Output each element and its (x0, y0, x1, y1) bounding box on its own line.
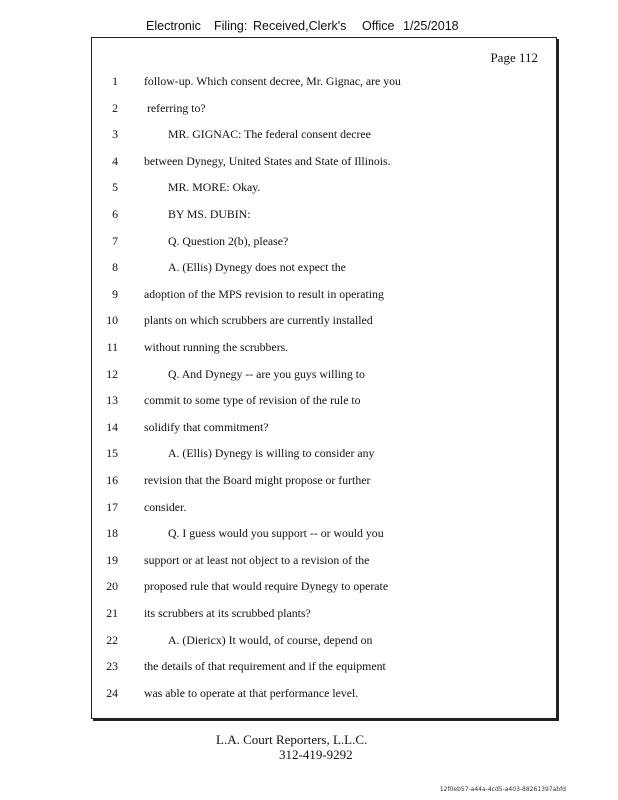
transcript-line (92, 576, 556, 596)
line-text: the details of that requirement and if the equipment (144, 659, 386, 674)
line-number: 8 (112, 260, 118, 275)
line-text: BY MS. DUBIN: (168, 207, 251, 221)
line-text: A. (Diericx) It would, of course, depend on (168, 632, 373, 647)
line-number: 17 (106, 499, 118, 514)
line-text: Q. And Dynegy -- are you guys willing to (168, 366, 365, 381)
transcript-line (92, 656, 556, 676)
transcript-line (92, 683, 556, 703)
transcript-line (92, 630, 556, 650)
line-text: commit to some type of revision of the rule to (144, 393, 361, 408)
transcript-line (92, 151, 556, 171)
line-number: 20 (106, 579, 118, 594)
line-number: 5 (112, 180, 118, 195)
line-number: 4 (112, 153, 118, 168)
line-number: 12 (106, 366, 118, 381)
line-number: 15 (106, 446, 118, 461)
line-number: 21 (106, 606, 118, 620)
line-number: 13 (106, 393, 118, 408)
line-text: its scrubbers at its scrubbed plants? (144, 606, 311, 620)
line-text: support or at least not object to a revision of the (144, 552, 370, 567)
line-number: 24 (106, 685, 118, 700)
transcript-page (91, 37, 557, 719)
line-number: 22 (106, 632, 118, 647)
transcript-line (92, 603, 556, 623)
line-text: revision that the Board might propose or further (144, 473, 371, 487)
line-number: 6 (112, 207, 118, 221)
line-text: adoption of the MPS revision to result in operating (144, 286, 384, 301)
line-text: between Dynegy, United States and State of Illinois. (144, 153, 391, 168)
filing-stamp-date: 1/25/2018 (403, 19, 459, 33)
transcript-line (92, 550, 556, 570)
line-number: 16 (106, 473, 118, 487)
line-number: 2 (112, 100, 118, 115)
transcript-line (92, 231, 556, 251)
line-text: MR. MORE: Okay. (168, 180, 261, 195)
line-text: consider. (144, 499, 187, 514)
filing-stamp-word-received: Received,Clerk's (253, 19, 347, 33)
transcript-line (92, 523, 556, 543)
line-text: follow-up. Which consent decree, Mr. Gignac, are you (144, 74, 401, 88)
line-text: solidify that commitment? (144, 419, 269, 434)
line-number: 3 (112, 127, 118, 142)
transcript-line (92, 177, 556, 197)
transcript-line (92, 98, 556, 118)
transcript-line (92, 364, 556, 384)
line-number: 19 (106, 552, 118, 567)
transcript-line (92, 310, 556, 330)
transcript-line (92, 337, 556, 357)
filing-stamp-word-electronic: Electronic (146, 19, 201, 33)
line-number: 9 (112, 286, 118, 301)
line-text: Q. Question 2(b), please? (168, 233, 289, 248)
transcript-line (92, 443, 556, 463)
transcript-line (92, 257, 556, 277)
transcript-line (92, 124, 556, 144)
line-number: 10 (106, 313, 118, 328)
line-number: 18 (106, 526, 118, 541)
line-text: referring to? (147, 100, 206, 115)
line-text: without running the scrubbers. (144, 340, 289, 354)
document-id: 12f0eb57-a44a-4cd5-a403-88261397abfd (439, 786, 566, 793)
court-reporter-phone: 312-419-9292 (279, 747, 353, 762)
filing-stamp-word-filing: Filing: (214, 19, 248, 33)
transcript-line (92, 71, 556, 91)
line-text: plants on which scrubbers are currently installed (144, 313, 373, 328)
line-number: 1 (112, 74, 118, 88)
line-text: MR. GIGNAC: The federal consent decree (168, 127, 371, 142)
line-number: 7 (112, 233, 118, 248)
transcript-line (92, 204, 556, 224)
line-number: 23 (106, 659, 118, 674)
line-number: 14 (106, 419, 118, 434)
line-text: proposed rule that would require Dynegy to operate (144, 579, 389, 594)
line-text: was able to operate at that performance level. (144, 685, 359, 700)
line-text: A. (Ellis) Dynegy is willing to consider any (168, 446, 375, 461)
transcript-line (92, 284, 556, 304)
transcript-line (92, 417, 556, 437)
line-text: A. (Ellis) Dynegy does not expect the (168, 260, 346, 275)
line-number: 11 (106, 340, 118, 354)
court-reporter-company: L.A. Court Reporters, L.L.C. (216, 732, 368, 747)
filing-stamp-word-office: Office (362, 19, 395, 33)
transcript-line (92, 497, 556, 517)
line-text: Q. I guess would you support -- or would you (168, 526, 384, 541)
transcript-line (92, 470, 556, 490)
transcript-line (92, 390, 556, 410)
page-number: Page 112 (490, 50, 538, 65)
